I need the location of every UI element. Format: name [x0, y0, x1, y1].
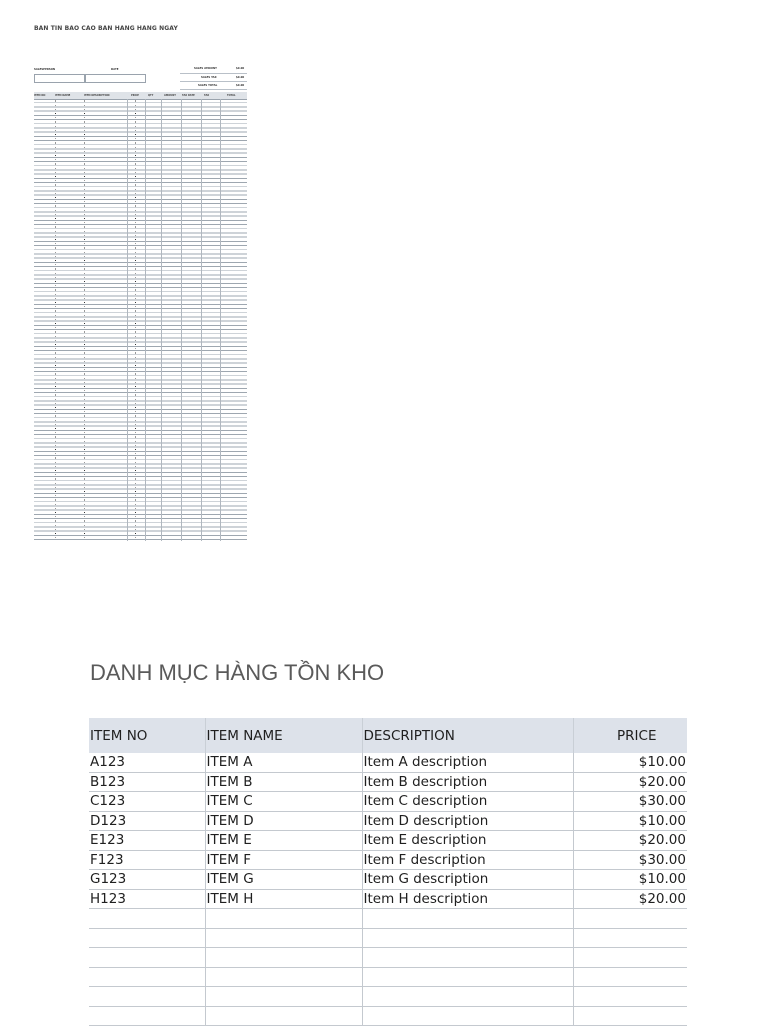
col-tax-rate: TAX RATE: [182, 93, 195, 97]
cell-item-no[interactable]: E123: [89, 831, 205, 851]
header-item-no: ITEM NO: [89, 718, 205, 753]
cell-item-no[interactable]: B123: [89, 772, 205, 792]
empty-row[interactable]: [89, 948, 687, 968]
report-title: BAN TIN BAO CAO BAN HANG HANG NGAY: [34, 25, 178, 32]
empty-cell[interactable]: [89, 1006, 205, 1026]
col-item-description: ITEM DESCRIPTION: [84, 93, 110, 97]
cell-price[interactable]: $30.00: [573, 850, 687, 870]
cell-price[interactable]: $10.00: [573, 753, 687, 772]
col-tax: TAX: [204, 93, 210, 97]
sales-table: [34, 92, 247, 541]
empty-cell[interactable]: [205, 987, 362, 1007]
cell-price[interactable]: $30.00: [573, 792, 687, 812]
salesperson-label: SALESPERSON: [34, 68, 56, 71]
inventory-table: [89, 718, 687, 1026]
cell-description[interactable]: Item G description: [362, 870, 573, 890]
col-item-no: ITEM NO: [34, 93, 46, 97]
sales-amount-label: SALES AMOUNT: [194, 67, 217, 70]
cell-item-name[interactable]: ITEM B: [205, 772, 362, 792]
table-row[interactable]: [89, 870, 687, 890]
empty-cell[interactable]: [573, 948, 687, 968]
col-price: PRICE: [131, 93, 139, 97]
cell-description[interactable]: Item H description: [362, 889, 573, 909]
cell-description[interactable]: Item D description: [362, 811, 573, 831]
cell-price[interactable]: $20.00: [573, 889, 687, 909]
sales-total-value: $0.00: [236, 84, 245, 87]
empty-row[interactable]: [89, 909, 687, 929]
col-item-name: ITEM NAME: [55, 93, 71, 97]
empty-cell[interactable]: [573, 1006, 687, 1026]
inventory-title: DANH MỤC HÀNG TỒN KHO: [90, 660, 385, 685]
cell-item-name[interactable]: ITEM F: [205, 850, 362, 870]
header-price: PRICE: [573, 718, 687, 753]
empty-cell[interactable]: [205, 967, 362, 987]
empty-cell[interactable]: [89, 967, 205, 987]
cell-item-name[interactable]: ITEM G: [205, 870, 362, 890]
cell-item-name[interactable]: ITEM D: [205, 811, 362, 831]
empty-cell[interactable]: [362, 928, 573, 948]
col-qty: QTY: [148, 93, 154, 97]
empty-cell[interactable]: [573, 928, 687, 948]
table-row[interactable]: [89, 811, 687, 831]
cell-description[interactable]: Item B description: [362, 772, 573, 792]
cell-item-no[interactable]: C123: [89, 792, 205, 812]
inventory-header-row: [89, 718, 687, 753]
cell-item-name[interactable]: ITEM C: [205, 792, 362, 812]
salesperson-field[interactable]: [34, 74, 85, 83]
sales-amount-value: $0.00: [236, 67, 245, 70]
empty-cell[interactable]: [362, 1006, 573, 1026]
table-row[interactable]: [89, 850, 687, 870]
table-row[interactable]: [89, 889, 687, 909]
cell-price[interactable]: $10.00: [573, 870, 687, 890]
cell-price[interactable]: $20.00: [573, 831, 687, 851]
empty-row[interactable]: [89, 987, 687, 1007]
cell-item-no[interactable]: G123: [89, 870, 205, 890]
cell-description[interactable]: Item F description: [362, 850, 573, 870]
empty-cell[interactable]: [362, 987, 573, 1007]
empty-cell[interactable]: [362, 948, 573, 968]
cell-price[interactable]: $10.00: [573, 811, 687, 831]
empty-cell[interactable]: [573, 987, 687, 1007]
empty-cell[interactable]: [205, 909, 362, 929]
empty-cell[interactable]: [89, 909, 205, 929]
cell-description[interactable]: Item A description: [362, 753, 573, 772]
empty-cell[interactable]: [205, 928, 362, 948]
empty-cell[interactable]: [89, 987, 205, 1007]
date-label: DATE: [111, 68, 119, 71]
empty-cell[interactable]: [573, 909, 687, 929]
cell-description[interactable]: Item C description: [362, 792, 573, 812]
header-description: DESCRIPTION: [362, 718, 573, 753]
cell-description[interactable]: Item E description: [362, 831, 573, 851]
date-field[interactable]: [85, 74, 146, 83]
table-row[interactable]: [89, 831, 687, 851]
cell-price[interactable]: $20.00: [573, 772, 687, 792]
empty-cell[interactable]: [573, 967, 687, 987]
table-row[interactable]: [89, 792, 687, 812]
empty-cell[interactable]: [362, 967, 573, 987]
sales-tax-label: SALES TAX: [201, 76, 217, 79]
cell-item-name[interactable]: ITEM E: [205, 831, 362, 851]
empty-cell[interactable]: [89, 948, 205, 968]
table-row[interactable]: [89, 772, 687, 792]
cell-item-no[interactable]: H123: [89, 889, 205, 909]
col-total: TOTAL: [227, 93, 236, 97]
sales-table-rows: [34, 99, 247, 541]
sales-tax-value: $0.00: [236, 76, 245, 79]
empty-cell[interactable]: [89, 928, 205, 948]
inventory-body: [89, 753, 687, 1026]
cell-item-no[interactable]: D123: [89, 811, 205, 831]
empty-cell[interactable]: [362, 909, 573, 929]
col-amount: AMOUNT: [164, 93, 176, 97]
cell-item-no[interactable]: F123: [89, 850, 205, 870]
header-item-name: ITEM NAME: [205, 718, 362, 753]
cell-item-name[interactable]: ITEM A: [205, 753, 362, 772]
empty-cell[interactable]: [205, 948, 362, 968]
empty-row[interactable]: [89, 1006, 687, 1026]
empty-cell[interactable]: [205, 1006, 362, 1026]
sales-total-label: SALES TOTAL: [198, 84, 218, 87]
cell-item-name[interactable]: ITEM H: [205, 889, 362, 909]
cell-item-no[interactable]: A123: [89, 753, 205, 772]
table-row[interactable]: [89, 753, 687, 772]
empty-row[interactable]: [89, 928, 687, 948]
empty-row[interactable]: [89, 967, 687, 987]
